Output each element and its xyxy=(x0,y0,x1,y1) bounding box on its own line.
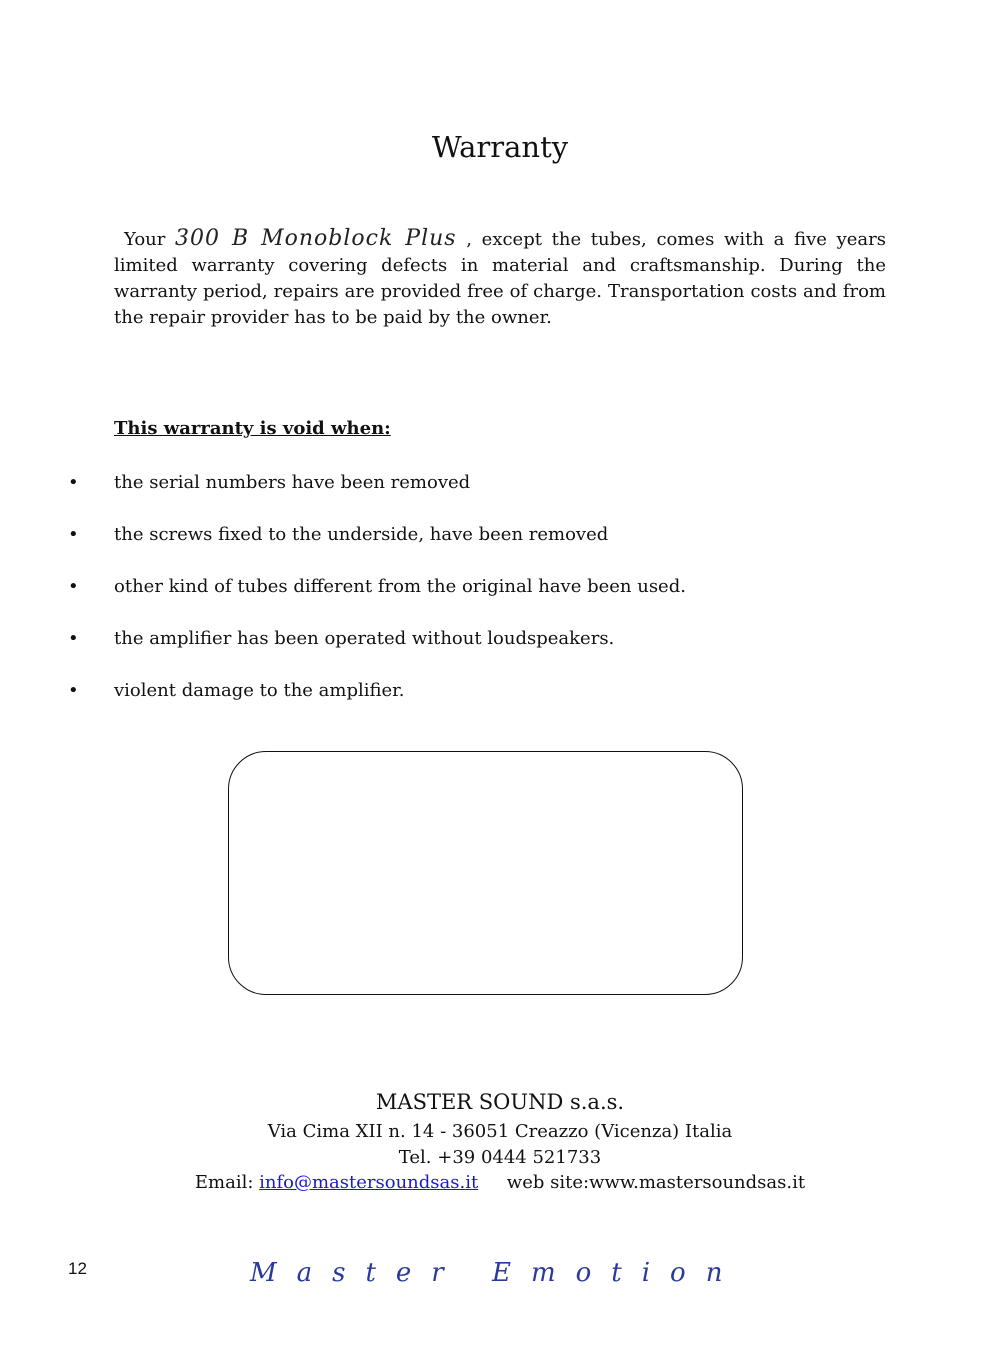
list-item: • violent damage to the amplifier. xyxy=(0,678,954,730)
warranty-paragraph xyxy=(114,226,886,331)
warranty-text: , except the tubes, comes with a five years limited warranty covering defects in material and craftsmanship. During the warranty period, repairs are provided free of charge. Transportation costs and from the repair provider has to be paid by the owner. xyxy=(114,229,886,328)
bullet-icon: • xyxy=(68,680,79,701)
list-item: • the serial numbers have been removed xyxy=(0,470,954,522)
contact-line xyxy=(0,1172,1000,1193)
list-item: • other kind of tubes different from the original have been used. xyxy=(0,574,954,626)
your-word: Your xyxy=(124,229,166,250)
footer-logo-text: Master Emotion xyxy=(250,1258,743,1288)
email-link[interactable]: info@mastersoundsas.it xyxy=(259,1172,479,1193)
company-name: MASTER SOUND s.a.s. xyxy=(375,1090,625,1114)
list-item: • the amplifier has been operated without loudspeakers. xyxy=(0,626,954,678)
stamp-box xyxy=(228,751,743,995)
product-name: 300 B Monoblock Plus xyxy=(175,226,457,251)
void-conditions-list xyxy=(0,470,954,730)
list-item: • the screws fixed to the underside, have been removed xyxy=(0,522,954,574)
void-heading: This warranty is void when: xyxy=(114,418,391,439)
company-address: Via Cima XII n. 14 - 36051 Creazzo (Vicenza) Italia xyxy=(267,1121,733,1142)
bullet-icon: • xyxy=(68,472,79,493)
email-label: Email: xyxy=(194,1172,260,1193)
page-title: Warranty xyxy=(431,130,569,164)
page-number: 12 xyxy=(68,1259,87,1278)
bullet-icon: • xyxy=(68,524,79,545)
website-text: web site:www.mastersoundsas.it xyxy=(478,1172,806,1193)
bullet-icon: • xyxy=(68,628,79,649)
company-phone: Tel. +39 0444 521733 xyxy=(398,1147,602,1168)
bullet-icon: • xyxy=(68,576,79,597)
